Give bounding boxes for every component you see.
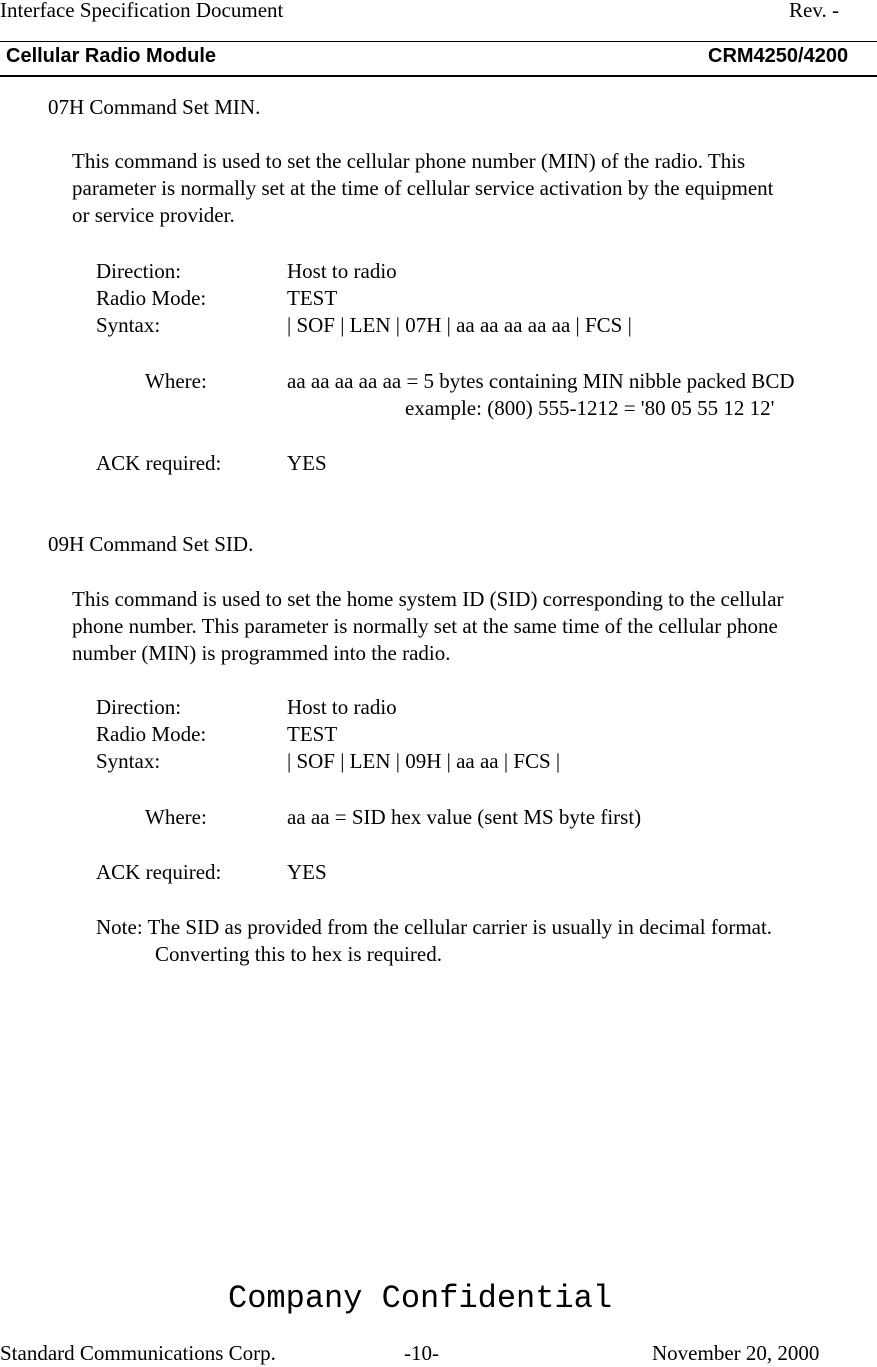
sid-where-label: Where: — [145, 805, 207, 829]
min-syntax-value: | SOF | LEN | 07H | aa aa aa aa aa | FCS | — [287, 313, 632, 337]
sid-ack-label: ACK required: — [96, 860, 222, 884]
min-where-example: example: (800) 555-1212 = '80 05 55 12 12' — [405, 396, 775, 420]
sid-mode-label: Radio Mode: — [96, 722, 207, 746]
footer-company: Standard Communications Corp. — [0, 1341, 276, 1365]
min-direction-label: Direction: — [96, 259, 182, 283]
sid-direction-label: Direction: — [96, 695, 182, 719]
module-name: Cellular Radio Module — [6, 45, 217, 67]
sid-ack-value: YES — [287, 860, 327, 884]
min-direction-value: Host to radio — [287, 259, 397, 283]
model-number: CRM4250/4200 — [708, 45, 849, 67]
min-mode-value: TEST — [287, 286, 338, 310]
page-number: -10- — [404, 1341, 439, 1365]
sid-description-line: This command is used to set the home system ID (SID) corresponding to the cellular — [72, 587, 784, 611]
min-description-line: This command is used to set the cellular phone number (MIN) of the radio. This — [72, 149, 746, 173]
min-mode-label: Radio Mode: — [96, 286, 207, 310]
sid-syntax-label: Syntax: — [96, 749, 161, 773]
confidential-notice: Company Confidential — [228, 1280, 613, 1317]
sid-syntax-value: | SOF | LEN | 09H | aa aa | FCS | — [287, 749, 561, 773]
min-description-line: or service provider. — [72, 203, 235, 227]
sid-where-value: aa aa = SID hex value (sent MS byte first) — [287, 805, 642, 829]
revision-label: Rev. - — [789, 0, 839, 22]
sid-description-line: phone number. This parameter is normally set at the same time of the cellular phone — [72, 614, 778, 638]
sid-mode-value: TEST — [287, 722, 338, 746]
header-rule-bottom — [0, 75, 877, 77]
min-description-line: parameter is normally set at the time of cellular service activation by the equipment — [72, 176, 774, 200]
sid-direction-value: Host to radio — [287, 695, 397, 719]
document-title: Interface Specification Document — [0, 0, 284, 22]
sid-description-line: number (MIN) is programmed into the radio. — [72, 641, 451, 665]
min-where-label: Where: — [145, 369, 207, 393]
min-syntax-label: Syntax: — [96, 313, 161, 337]
min-ack-label: ACK required: — [96, 451, 222, 475]
section-heading-sid: 09H Command Set SID. — [48, 532, 254, 556]
header-rule-top — [0, 41, 877, 42]
sid-note-line: Note: The SID as provided from the cellular carrier is usually in decimal format. — [96, 915, 773, 939]
min-where-value: aa aa aa aa aa = 5 bytes containing MIN nibble packed BCD — [287, 369, 795, 393]
sid-note-line: Converting this to hex is required. — [155, 942, 442, 966]
section-heading-min: 07H Command Set MIN. — [48, 95, 261, 119]
footer-date: November 20, 2000 — [652, 1341, 820, 1365]
min-ack-value: YES — [287, 451, 327, 475]
